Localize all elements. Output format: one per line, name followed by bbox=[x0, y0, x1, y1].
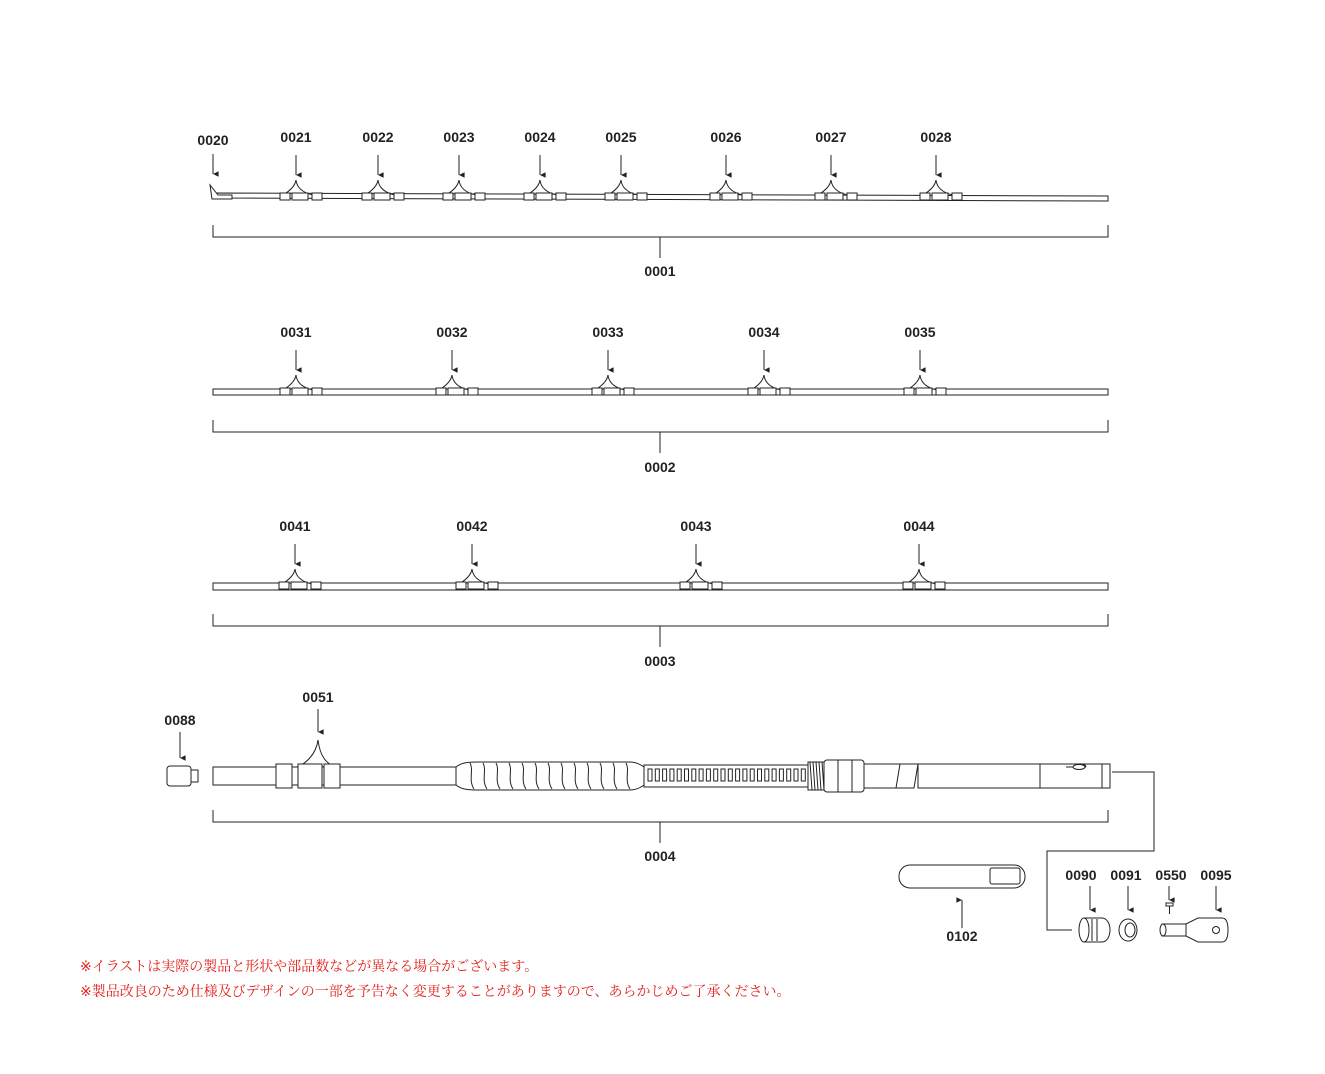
label-0027: 0027 bbox=[815, 129, 847, 145]
bracket-0003 bbox=[213, 614, 1108, 626]
label-0035: 0035 bbox=[904, 324, 936, 340]
label-0031: 0031 bbox=[280, 324, 312, 340]
guide-0022 bbox=[362, 129, 404, 200]
bracket-0002 bbox=[213, 420, 1108, 432]
guide-0024 bbox=[524, 129, 566, 200]
label-0003: 0003 bbox=[644, 653, 676, 669]
label-0020: 0020 bbox=[197, 132, 229, 148]
tip-top-0020 bbox=[210, 185, 232, 199]
bracket-0001 bbox=[213, 225, 1108, 237]
note-specification: ※製品改良のため仕様及びデザインの一部を予告なく変更することがありますので、あらかじめご了承ください。 bbox=[80, 984, 791, 1000]
rod-section-0002 bbox=[213, 324, 1108, 475]
guide-0023 bbox=[443, 129, 485, 200]
butt-cap-0090 bbox=[1065, 867, 1110, 942]
label-0004: 0004 bbox=[644, 848, 676, 864]
label-0095: 0095 bbox=[1200, 867, 1232, 883]
screw-0550 bbox=[1155, 867, 1186, 914]
label-0550: 0550 bbox=[1155, 867, 1187, 883]
rod-section-0004 bbox=[164, 689, 1154, 930]
top-cap-0088 bbox=[167, 766, 198, 786]
disclaimer-notes bbox=[80, 955, 790, 1005]
guide-0041 bbox=[279, 518, 321, 589]
label-0026: 0026 bbox=[710, 129, 742, 145]
guide-0034 bbox=[748, 324, 790, 395]
rod-section-0003 bbox=[213, 518, 1108, 669]
label-0088: 0088 bbox=[164, 712, 196, 728]
label-0102: 0102 bbox=[946, 928, 978, 944]
guide-0043 bbox=[680, 518, 722, 589]
label-0033: 0033 bbox=[592, 324, 624, 340]
label-0041: 0041 bbox=[279, 518, 311, 534]
label-0001: 0001 bbox=[644, 263, 676, 279]
label-0032: 0032 bbox=[436, 324, 468, 340]
label-0091: 0091 bbox=[1110, 867, 1142, 883]
rod-section-0001 bbox=[197, 129, 1108, 279]
guide-0044 bbox=[903, 518, 945, 589]
label-0024: 0024 bbox=[524, 129, 556, 145]
label-0021: 0021 bbox=[280, 129, 312, 145]
label-0022: 0022 bbox=[362, 129, 394, 145]
note-illustration: ※イラストは実際の製品と形状や部品数などが異なる場合がございます。 bbox=[80, 959, 539, 975]
label-0090: 0090 bbox=[1065, 867, 1097, 883]
guide-0035 bbox=[904, 324, 946, 395]
label-0051: 0051 bbox=[302, 689, 334, 705]
guide-0025 bbox=[605, 129, 647, 200]
guide-0031 bbox=[280, 324, 322, 395]
guide-0020 bbox=[197, 132, 228, 174]
ring-0091 bbox=[1110, 867, 1141, 941]
label-0042: 0042 bbox=[456, 518, 488, 534]
label-0044: 0044 bbox=[903, 518, 935, 534]
label-0025: 0025 bbox=[605, 129, 637, 145]
guide-0028 bbox=[920, 129, 962, 200]
guide-0033 bbox=[592, 324, 634, 395]
blank-0003 bbox=[213, 583, 1108, 590]
label-0043: 0043 bbox=[680, 518, 712, 534]
blank-0001 bbox=[213, 193, 1108, 201]
guide-0027 bbox=[815, 129, 857, 200]
guide-0032 bbox=[436, 324, 478, 395]
label-0002: 0002 bbox=[644, 459, 676, 475]
guide-0026 bbox=[710, 129, 752, 200]
bracket-0004 bbox=[213, 810, 1108, 822]
grip-tape-0102 bbox=[899, 865, 1025, 944]
guide-0021 bbox=[280, 129, 322, 200]
blank-0002 bbox=[213, 389, 1108, 395]
label-0023: 0023 bbox=[443, 129, 475, 145]
guide-0042 bbox=[456, 518, 498, 589]
label-0034: 0034 bbox=[748, 324, 780, 340]
label-0028: 0028 bbox=[920, 129, 952, 145]
